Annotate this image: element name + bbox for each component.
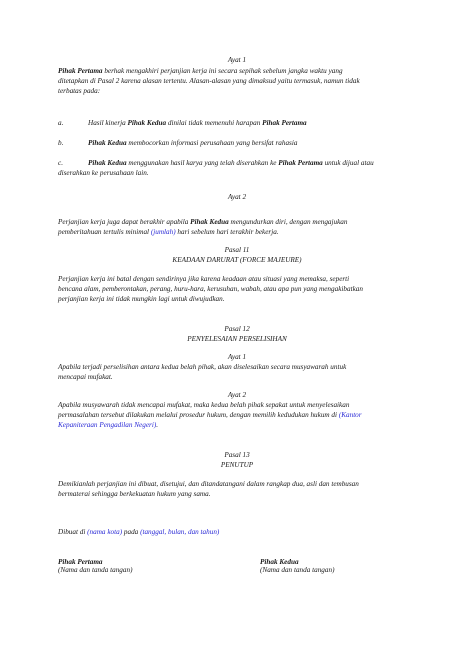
list-text — [88, 159, 374, 167]
text-span: permasalahan tersebut dilakukan melalui prosedur hukum, dengan memilih kedudukan hukum di — [58, 411, 339, 419]
ayat-2-heading: Ayat 2 — [227, 391, 247, 399]
paragraph-line: Apabila terjadi perselisihan antara kedua belah pihak, akan diselesaikan secara musyawarah untuk — [58, 363, 347, 371]
signature-title — [260, 558, 334, 566]
pasal-12-subtitle: PENYELESAIAN PERSELISIHAN — [187, 335, 287, 343]
text-span: pada — [122, 528, 141, 536]
pasal-13-subtitle: PENUTUP — [220, 461, 254, 469]
pasal-12-title: Pasal 12 — [224, 325, 250, 333]
paragraph-line: Perjanjian kerja ini batal dengan sendirinya jika karena keadaan atau situasi yang memaksa, seperti — [58, 275, 350, 283]
list-marker: c. — [58, 159, 63, 167]
paragraph-line: Demikianlah perjanjian ini dibuat, disetujui, dan ditandatangani dalam rangkap dua, asli dan tembusan — [58, 480, 359, 488]
placeholder-court: Kepaniteraan Pengadilan Negeri) — [58, 421, 157, 429]
list-text — [88, 119, 307, 127]
paragraph-line: diserahkan ke perusahaan lain. — [58, 169, 149, 177]
paragraph-line — [58, 421, 158, 429]
list-marker: a. — [58, 119, 64, 127]
signature-title — [58, 558, 132, 566]
party-name: Pihak Pertama — [278, 159, 323, 167]
paragraph-line — [58, 411, 362, 419]
text-span: hari sebelum hari terakhir bekerja. — [175, 228, 279, 236]
paragraph-line: bencana alam, pemberontakan, perang, huru-hara, kerusuhan, wabah, atau apa pun yang mengakibatkan — [58, 285, 363, 293]
paragraph-line: terbatas pada: — [58, 87, 101, 95]
placeholder-date: (tanggal, bulan, dan tahun) — [140, 528, 220, 536]
signature-left — [58, 558, 132, 574]
pasal-11-title: Pasal 11 — [224, 246, 250, 254]
list-item-c — [58, 159, 374, 167]
paragraph-line: bermaterai sehingga berkekuatan hukum yang sama. — [58, 490, 211, 498]
signature-caption: (Nama dan tanda tangan) — [58, 566, 133, 574]
text-span: untuk dijual atau — [322, 159, 374, 167]
paragraph-line — [58, 218, 348, 226]
text-span: . — [156, 421, 159, 429]
list-text — [88, 139, 297, 147]
list-item-b — [58, 139, 298, 147]
pasal-11-subtitle: KEADAAN DARURAT (FORCE MAJEURE) — [172, 256, 302, 264]
party-name: Pihak Pertama — [262, 119, 307, 127]
party-name: Pihak Kedua — [190, 218, 229, 226]
list-marker: b. — [58, 139, 64, 147]
paragraph-line — [58, 228, 279, 236]
party-name: Pihak Pertama — [58, 67, 103, 75]
signature-caption: (Nama dan tanda tangan) — [260, 566, 335, 574]
placeholder-court: (Kantor — [338, 411, 362, 419]
signature-right — [260, 558, 334, 574]
text-span: Perjanjian kerja juga dapat berakhir apabila — [58, 218, 191, 226]
list-item-a — [58, 119, 307, 127]
party-name: Pihak Kedua — [88, 139, 127, 147]
paragraph-line: ditetapkan di Pasal 2 karena alasan tertentu. Alasan-alasan yang dimaksud yaitu termasuk, namun tidak — [58, 77, 360, 85]
party-name: Pihak Kedua — [88, 159, 127, 167]
text-span: menggunakan hasil karya yang telah diserahkan ke — [126, 159, 279, 167]
text-span: dinilai tidak memenuhi harapan — [166, 119, 263, 127]
placeholder-amount: (jumlah) — [150, 228, 176, 236]
text-span: pemberitahuan tertulis minimal — [58, 228, 151, 236]
paragraph-line: mencapai mufakat. — [58, 373, 113, 381]
ayat-1-heading: Ayat 1 — [227, 353, 247, 361]
text-span: berhak mengakhiri perjanjian kerja ini secara sepihak sebelum jangka waktu yang — [102, 67, 343, 75]
paragraph-line: perjanjian kerja ini tidak mungkin lagi untuk diwujudkan. — [58, 295, 225, 303]
text-span: mengundurkan diri, dengan mengajukan — [228, 218, 348, 226]
closing-line — [58, 528, 219, 536]
party-name: Pihak Kedua — [260, 558, 299, 566]
ayat-1-heading: Ayat 1 — [227, 56, 247, 64]
party-name: Pihak Kedua — [127, 119, 167, 127]
paragraph-line: Apabila musyawarah tidak mencapai mufakat, maka kedua belah pihak sepakat untuk menyelesaikan — [58, 401, 350, 409]
placeholder-city: (nama kota) — [87, 528, 123, 536]
text-span: Hasil kinerja — [88, 119, 128, 127]
ayat-2-heading: Ayat 2 — [227, 193, 247, 201]
party-name: Pihak Pertama — [58, 558, 103, 566]
pasal-13-title: Pasal 13 — [224, 451, 250, 459]
text-span: membocorkan informasi perusahaan yang bersifat rahasia — [126, 139, 298, 147]
paragraph-line — [58, 67, 343, 75]
text-span: Dibuat di — [58, 528, 88, 536]
